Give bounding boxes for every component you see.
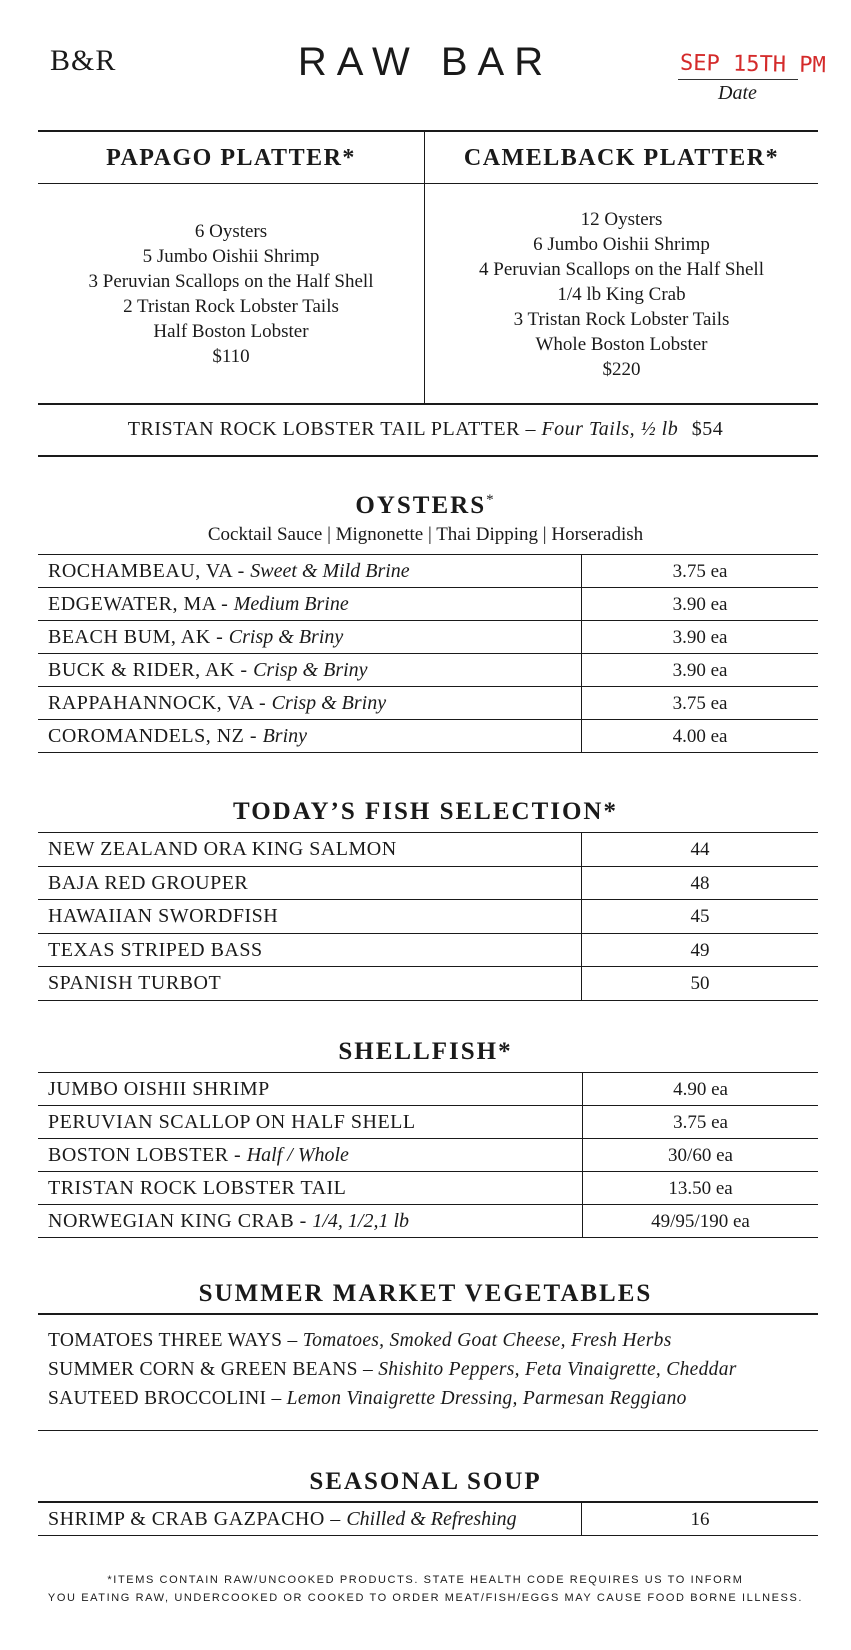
table-rule <box>38 1204 818 1205</box>
table-row-name <box>48 593 349 616</box>
oysters-title-text: OYSTERS <box>355 492 487 519</box>
item-name: RAPPAHANNOCK, VA - <box>48 692 272 714</box>
item-price: 3.75 ea <box>672 561 728 582</box>
item-name: EDGEWATER, MA - <box>48 593 234 615</box>
tail-platter-line <box>0 418 851 441</box>
veg-desc: Shishito Peppers, Feta Vinaigrette, Cheddar <box>378 1359 737 1380</box>
table-rule <box>38 866 818 867</box>
table-row-name <box>48 1111 416 1134</box>
veg-row <box>48 1359 737 1381</box>
table-rule <box>38 620 818 621</box>
platter-body-papago <box>38 219 424 369</box>
tail-platter-desc: Four Tails, ½ lb <box>541 418 679 440</box>
platter-item: 2 Tristan Rock Lobster Tails <box>123 296 339 317</box>
item-price: 49 <box>690 939 710 961</box>
platter-item: 1/4 lb King Crab <box>557 284 686 305</box>
table-rule <box>38 752 818 753</box>
table-row-name <box>48 838 397 861</box>
item-desc: Medium Brine <box>233 593 349 615</box>
divider <box>38 1313 818 1315</box>
table-rule <box>38 899 818 900</box>
veg-name: SAUTEED BROCCOLINI – <box>48 1388 287 1409</box>
footer-line-2: YOU EATING RAW, UNDERCOOKED OR COOKED TO ORDER MEAT/FISH/EGGS MAY CAUSE FOOD BORNE ILLNESS. <box>47 1592 804 1604</box>
platter-item: 6 Oysters <box>194 221 268 242</box>
item-desc: Half / Whole <box>246 1144 349 1166</box>
platter-item: Whole Boston Lobster <box>535 334 708 355</box>
item-name: TRISTAN ROCK LOBSTER TAIL <box>48 1177 347 1199</box>
item-desc: Sweet & Mild Brine <box>250 560 410 582</box>
item-price: 13.50 ea <box>668 1178 733 1199</box>
soup-desc: Chilled & Refreshing <box>346 1508 517 1530</box>
platter-item: 6 Jumbo Oishii Shrimp <box>533 234 710 255</box>
veg-name: TOMATOES THREE WAYS – <box>48 1330 303 1351</box>
table-rule <box>38 653 818 654</box>
table-rule <box>38 1000 818 1001</box>
table-row-name <box>48 1078 270 1101</box>
table-rule <box>38 719 818 720</box>
item-price: 44 <box>690 839 710 860</box>
soup-row <box>48 1508 517 1531</box>
table-rule <box>38 1237 818 1238</box>
item-desc: Briny <box>262 725 307 747</box>
veg-row <box>48 1330 672 1352</box>
item-price: 49/95/190 ea <box>651 1211 750 1232</box>
platter-item: 3 Tristan Rock Lobster Tails <box>513 309 730 330</box>
footer-line-1: *ITEMS CONTAIN RAW/UNCOOKED PRODUCTS. STATE HEALTH CODE REQUIRES US TO INFORM <box>107 1574 744 1586</box>
column-divider <box>581 833 582 1001</box>
soup-name: SHRIMP & CRAB GAZPACHO – <box>48 1508 347 1530</box>
divider <box>38 1430 818 1431</box>
table-rule <box>38 832 818 833</box>
table-row-name <box>48 1144 349 1167</box>
platter-item: 4 Peruvian Scallops on the Half Shell <box>479 259 764 280</box>
item-name: HAWAIIAN SWORDFISH <box>48 905 279 927</box>
item-name: BUCK & RIDER, AK - <box>48 659 254 681</box>
table-row-name <box>48 972 221 995</box>
item-name: SPANISH TURBOT <box>48 972 222 994</box>
divider <box>38 183 818 184</box>
item-price: 3.75 ea <box>673 1112 728 1133</box>
divider <box>38 403 818 405</box>
table-rule <box>38 1105 818 1106</box>
item-name: COROMANDELS, NZ - <box>48 725 263 747</box>
table-rule <box>38 966 818 967</box>
platter-title-camelback: CAMELBACK PLATTER* <box>463 145 780 171</box>
table-row-name <box>48 1177 346 1200</box>
table-row-name <box>48 725 307 748</box>
item-name: BOSTON LOBSTER - <box>48 1144 247 1166</box>
item-name: BEACH BUM, AK - <box>48 626 229 648</box>
asterisk: * <box>486 492 496 508</box>
handwritten-date: SEP 15TH PM <box>679 50 826 79</box>
table-rule <box>38 554 818 555</box>
veg-name: SUMMER CORN & GREEN BEANS – <box>48 1359 379 1380</box>
fish-title: TODAY’S FISH SELECTION* <box>232 798 618 825</box>
veg-desc: Lemon Vinaigrette Dressing, Parmesan Reggiano <box>286 1388 687 1409</box>
item-name: PERUVIAN SCALLOP ON HALF SHELL <box>48 1111 416 1133</box>
date-underline <box>678 79 798 80</box>
platter-item: 5 Jumbo Oishii Shrimp <box>142 246 320 267</box>
item-desc: Crisp & Briny <box>253 659 368 681</box>
divider <box>38 455 818 457</box>
item-price: 4.00 ea <box>672 726 728 747</box>
table-row-name <box>48 872 248 895</box>
item-price: 3.90 ea <box>672 594 728 615</box>
table-rule <box>38 686 818 687</box>
table-row-name <box>48 905 278 928</box>
date-label: Date <box>718 82 757 104</box>
page-title: RAW BAR <box>297 40 554 84</box>
item-price: 4.90 ea <box>673 1079 728 1100</box>
platter-item: 12 Oysters <box>580 209 663 230</box>
tail-platter-name: TRISTAN ROCK LOBSTER TAIL PLATTER – <box>127 418 536 440</box>
table-row-name <box>48 560 410 583</box>
item-name: NORWEGIAN KING CRAB - <box>48 1210 313 1232</box>
item-desc: 1/4, 1/2,1 lb <box>312 1210 409 1232</box>
item-desc: Crisp & Briny <box>271 692 387 714</box>
item-name: BAJA RED GROUPER <box>48 871 249 894</box>
item-name: TEXAS STRIPED BASS <box>48 938 263 961</box>
item-name: NEW ZEALAND ORA KING SALMON <box>48 838 397 860</box>
table-row-name <box>48 626 343 649</box>
platter-price: $110 <box>212 346 250 367</box>
item-price: 45 <box>690 906 710 927</box>
oysters-title <box>0 492 851 520</box>
platter-item: 3 Peruvian Scallops on the Half Shell <box>88 271 374 292</box>
item-price: 3.90 ea <box>672 627 728 648</box>
item-name: ROCHAMBEAU, VA - <box>48 560 251 582</box>
veg-desc: Tomatoes, Smoked Goat Cheese, Fresh Herbs <box>302 1330 672 1351</box>
soup-price: 16 <box>690 1509 710 1530</box>
divider <box>38 1535 818 1536</box>
column-divider <box>582 1073 583 1238</box>
item-name: JUMBO OISHII SHRIMP <box>48 1078 270 1100</box>
table-row-name <box>48 939 263 962</box>
item-desc: Crisp & Briny <box>228 626 344 648</box>
table-rule <box>38 1072 818 1073</box>
divider <box>38 130 818 132</box>
table-rule <box>38 587 818 588</box>
logo: B&R <box>50 44 117 77</box>
platter-title-papago: PAPAGO PLATTER* <box>106 145 356 171</box>
item-price: 3.75 ea <box>672 693 728 714</box>
shellfish-title: SHELLFISH* <box>338 1038 513 1065</box>
column-divider <box>581 555 582 753</box>
table-row-name <box>48 692 386 715</box>
soup-title: SEASONAL SOUP <box>309 1468 542 1495</box>
platter-price: $220 <box>602 359 641 380</box>
item-price: 30/60 ea <box>668 1145 733 1166</box>
item-price: 3.90 ea <box>672 660 728 681</box>
table-rule <box>38 933 818 934</box>
platter-body-camelback <box>425 207 818 382</box>
table-rule <box>38 1171 818 1172</box>
oyster-sauces: Cocktail Sauce | Mignonette | Thai Dipping | Horseradish <box>207 524 644 545</box>
table-row-name <box>48 1210 409 1233</box>
item-price: 50 <box>690 973 710 994</box>
tail-platter-price: $54 <box>691 418 724 440</box>
platter-item: Half Boston Lobster <box>153 321 309 342</box>
table-row-name <box>48 659 368 682</box>
divider <box>38 1501 818 1503</box>
table-rule <box>38 1138 818 1139</box>
veg-row <box>48 1388 687 1410</box>
item-price: 48 <box>690 872 710 894</box>
vegetables-title: SUMMER MARKET VEGETABLES <box>198 1280 653 1307</box>
